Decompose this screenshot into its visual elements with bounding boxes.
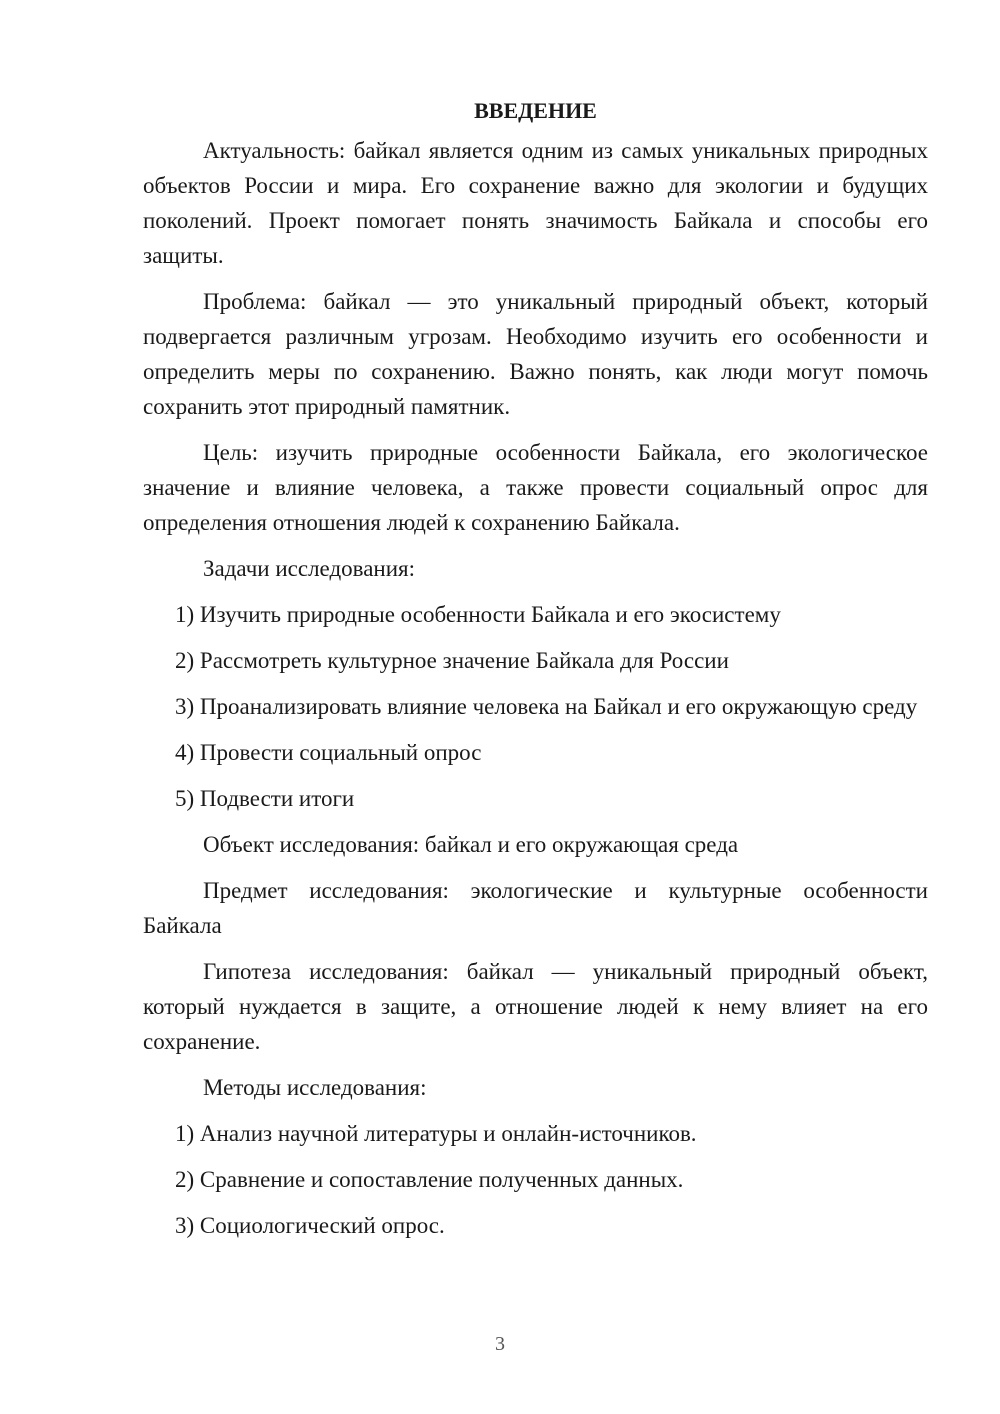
subject-paragraph: Предмет исследования: экологические и культурные особенности Байкала	[143, 878, 928, 938]
hypothesis-paragraph: Гипотеза исследования: байкал — уникальный природный объект, который нуждается в защите, а отношение людей к нему влияет на его сохранение.	[143, 959, 928, 1054]
method-item: 3) Социологический опрос.	[175, 1213, 445, 1238]
task-item: 3) Проанализировать влияние человека на Байкал и его окружающую среду	[175, 694, 918, 719]
document-page	[143, 93, 928, 1254]
problem-paragraph: Проблема: байкал — это уникальный природный объект, который подвергается различным угрозам. Необходимо изучить его особенности и определить меры по сохранению. Важно понять, как люди могут помочь сохранить этот природный памятник.	[143, 289, 928, 419]
task-item: 1) Изучить природные особенности Байкала и его экосистему	[175, 602, 781, 627]
method-item: 2) Сравнение и сопоставление полученных данных.	[175, 1167, 684, 1192]
task-item: 5) Подвести итоги	[175, 786, 355, 811]
goal-paragraph: Цель: изучить природные особенности Байкала, его экологическое значение и влияние человека, а также провести социальный опрос для определения отношения людей к сохранению Байкала.	[143, 440, 928, 535]
object-paragraph: Объект исследования: байкал и его окружающая среда	[203, 832, 739, 857]
method-item: 1) Анализ научной литературы и онлайн-источников.	[175, 1121, 697, 1146]
page-number: 3	[495, 1333, 505, 1355]
methods-label: Методы исследования:	[203, 1075, 427, 1100]
task-item: 2) Рассмотреть культурное значение Байкала для России	[175, 648, 729, 673]
relevance-paragraph: Актуальность: байкал является одним из самых уникальных природных объектов России и мира. Его сохранение важно для экологии и будущих поколений. Проект помогает понять значимость Байкала и способы его защиты.	[143, 138, 928, 268]
tasks-label: Задачи исследования:	[203, 556, 416, 581]
section-heading: ВВЕДЕНИЕ	[474, 98, 597, 123]
task-item: 4) Провести социальный опрос	[175, 740, 482, 765]
